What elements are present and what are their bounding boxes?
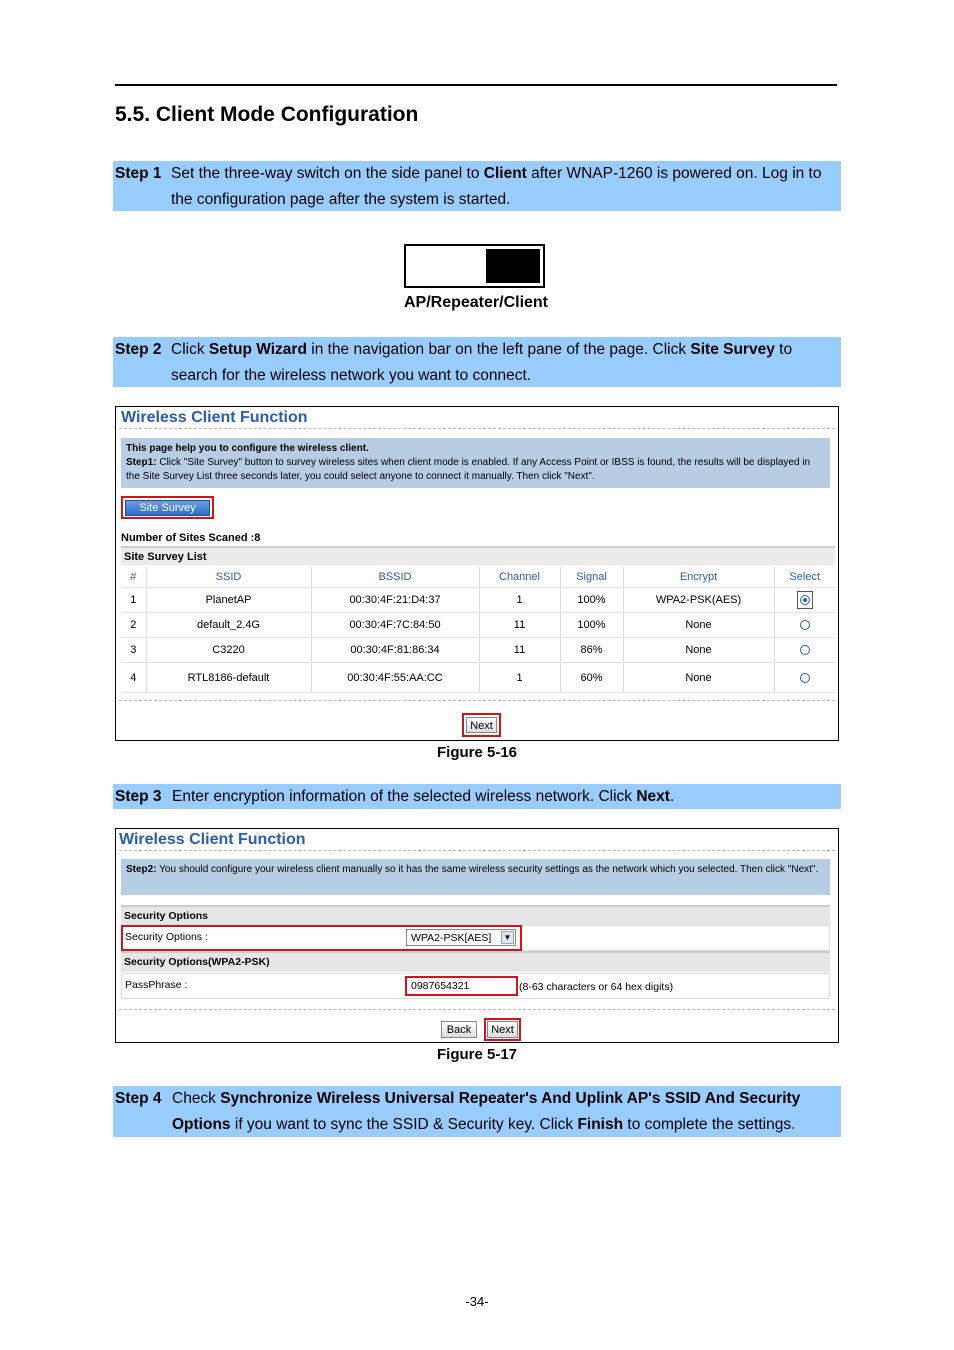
select-radio-4[interactable]	[800, 673, 810, 683]
sites-scanned: Number of Sites Scaned :8	[121, 532, 261, 544]
step2-box	[113, 337, 841, 387]
select-radio-2[interactable]	[800, 620, 810, 630]
switch-label: AP/Repeater/Client	[403, 294, 549, 311]
step4-text: Check Synchronize Wireless Universal Repeater's And Uplink AP's SSID And Security Options if you want to sync the SSID & Security key. Click Finish to complete the settings.	[172, 1090, 801, 1133]
step1-box	[113, 161, 841, 211]
fig16-caption: Figure 5-16	[436, 744, 518, 761]
three-way-switch-icon	[404, 244, 545, 288]
fig17-next-button[interactable]: Next	[487, 1021, 518, 1038]
security-options-header: Security Options	[121, 905, 830, 925]
site-survey-table	[121, 567, 835, 693]
table-row: 3 C3220 00:30:4F:81:86:34 11 86% None	[121, 638, 835, 663]
step2-text: Click Setup Wizard in the navigation bar on the left pane of the page. Click Site Survey to search for the wireless network you want to connect.	[171, 341, 793, 384]
security-options-label: Security Options :	[125, 931, 208, 943]
site-survey-list-title: Site Survey List	[121, 546, 835, 565]
table-row: 2 default_2.4G 00:30:4F:7C:84:50 11 100% None	[121, 613, 835, 638]
figure-5-17	[115, 828, 839, 1043]
section-heading: 5.5. Client Mode Configuration	[115, 103, 419, 126]
security-options-select[interactable]: WPA2-PSK[AES] ▼	[406, 929, 516, 946]
figure-5-16	[115, 406, 839, 741]
chevron-down-icon[interactable]: ▼	[501, 931, 514, 944]
select-radio-3[interactable]	[800, 645, 810, 655]
step4-label: Step 4	[115, 1090, 162, 1107]
fig16-next-button[interactable]: Next	[466, 717, 497, 733]
fig16-title: Wireless Client Function	[121, 409, 308, 426]
fig16-info: This page help you to configure the wireless client. Step1: Click "Site Survey" button to survey wireless sites when client mode is enabled. If any Access Point or IBSS is found, the results will be displayed in the Site Survey List three seconds later, you could select anyone to connect it manually. Then click "Next".	[121, 438, 830, 488]
select-radio-1[interactable]	[800, 595, 810, 605]
passphrase-input[interactable]: 0987654321	[411, 980, 470, 992]
wpa2-psk-header: Security Options(WPA2-PSK)	[121, 951, 830, 972]
step3-box	[113, 784, 841, 809]
step1-label: Step 1	[115, 165, 162, 182]
step4-box	[113, 1086, 841, 1137]
fig17-caption: Figure 5-17	[436, 1046, 518, 1063]
passphrase-hint: (8-63 characters or 64 hex digits)	[519, 981, 674, 993]
step1-text: Set the three-way switch on the side panel to Client after WNAP-1260 is powered on. Log in to the configuration page after the system is started.	[171, 165, 822, 208]
passphrase-label: PassPhrase :	[125, 979, 188, 991]
table-row: 1 PlanetAP 00:30:4F:21:D4:37 1 100% WPA2-PSK(AES)	[121, 588, 835, 613]
site-survey-button[interactable]: Site Survey	[125, 500, 210, 516]
step3-label: Step 3	[115, 788, 162, 805]
fig17-back-button[interactable]: Back	[441, 1021, 477, 1038]
step3-text: Enter encryption information of the selected wireless network. Click Next.	[172, 788, 675, 805]
page-number: -34-	[465, 1294, 489, 1309]
step2-label: Step 2	[115, 341, 162, 358]
fig17-info: Step2: You should configure your wireless client manually so it has the same wireless security settings as the network which you selected. Then click "Next".	[121, 859, 830, 895]
table-header: # SSID BSSID Channel Signal Encrypt Select	[121, 567, 835, 588]
table-row: 4 RTL8186-default 00:30:4F:55:AA:CC 1 60% None	[121, 663, 835, 693]
fig17-title: Wireless Client Function	[119, 831, 306, 848]
top-rule	[115, 84, 837, 86]
